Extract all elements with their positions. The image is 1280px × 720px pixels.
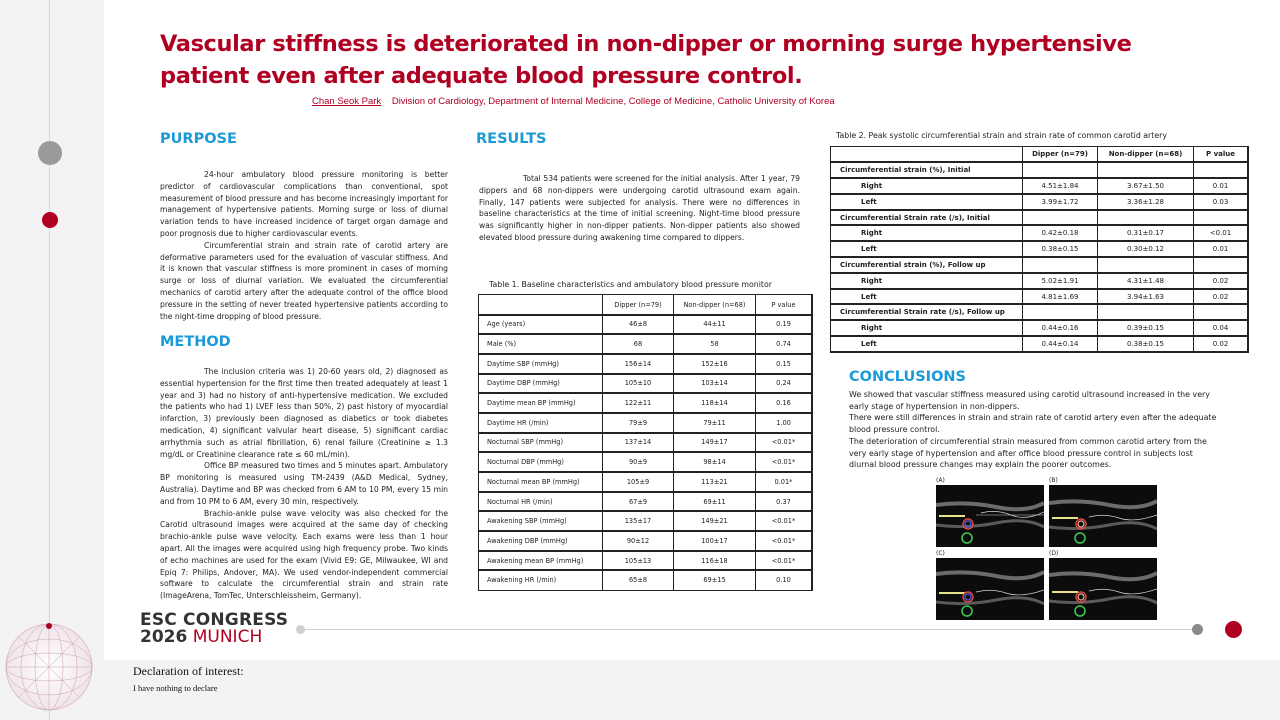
rail-dot-grey [38, 141, 62, 165]
table-group-row [831, 162, 1248, 178]
table-cell: 0.01 [1194, 178, 1248, 194]
table-cell: 122±11 [603, 393, 674, 413]
table-row [831, 178, 1248, 194]
footer-bar-dot-left [296, 625, 305, 634]
table-cell: <0.01* [756, 531, 812, 551]
table-cell: Age (years) [479, 315, 603, 335]
table1-header-row [479, 295, 812, 315]
table-cell [1194, 304, 1248, 320]
table-cell: 0.38±0.15 [1098, 336, 1194, 352]
table-cell: 118±14 [674, 393, 756, 413]
table-row [479, 433, 812, 453]
table-cell: 0.37 [756, 492, 812, 512]
congress-logo-line2 [140, 628, 262, 646]
table-row [479, 354, 812, 374]
table-cell: 149±17 [674, 433, 756, 453]
table-row [479, 511, 812, 531]
table2-caption: Table 2. Peak systolic circumferential strain and strain rate of common carotid artery [836, 131, 1167, 140]
table-row [479, 570, 812, 590]
table-cell: Left [831, 289, 1023, 305]
table-cell: 0.16 [756, 393, 812, 413]
table-row [831, 194, 1248, 210]
rail-line [49, 0, 50, 720]
table-row [479, 393, 812, 413]
ultrasound-image-d [1049, 558, 1157, 620]
table-row [479, 472, 812, 492]
table-cell: Left [831, 194, 1023, 210]
table-cell: 3.67±1.50 [1098, 178, 1194, 194]
table-group-row [831, 257, 1248, 273]
method-text [160, 366, 448, 602]
table-cell: Daytime mean BP (mmHg) [479, 393, 603, 413]
table-cell: 3.99±1.72 [1023, 194, 1098, 210]
footer-bar-dot-grey [1192, 624, 1203, 635]
table-group-row [831, 304, 1248, 320]
table-cell: 105±13 [603, 551, 674, 571]
table-cell [1194, 210, 1248, 226]
table-cell: 0.44±0.14 [1023, 336, 1098, 352]
table-cell: 1.00 [756, 413, 812, 433]
table-cell: 0.04 [1194, 320, 1248, 336]
poster [104, 0, 1280, 660]
table-cell: 79±9 [603, 413, 674, 433]
table-cell: 0.74 [756, 334, 812, 354]
table-cell: 0.44±0.16 [1023, 320, 1098, 336]
table2 [830, 146, 1248, 352]
table-cell: 105±9 [603, 472, 674, 492]
table-row [479, 374, 812, 394]
table-group-label: Circumferential strain (%), Initial [831, 162, 1023, 178]
globe-icon [4, 622, 94, 712]
table-cell: 0.42±0.18 [1023, 225, 1098, 241]
conclusion-line-3: The deterioration of circumferential strain measured from common carotid artery from the very early stage of hypertension and after office blood pressure control in subjects lost diurnal blood pressure changes may explain the poorer outcomes. [849, 436, 1207, 470]
table1 [478, 294, 812, 591]
declaration [133, 664, 244, 693]
congress-city: MUNICH [192, 627, 263, 647]
table-cell [1098, 304, 1194, 320]
table-row [831, 289, 1248, 305]
table-row [831, 336, 1248, 352]
purpose-heading: PURPOSE [160, 131, 237, 147]
table-cell: Awakening DBP (mmHg) [479, 531, 603, 551]
table-cell: 152±16 [674, 354, 756, 374]
table-cell: 69±15 [674, 570, 756, 590]
table-cell: 0.39±0.15 [1098, 320, 1194, 336]
table-cell [479, 295, 603, 315]
table-cell: Non-dipper (n=68) [1098, 147, 1194, 163]
footer-bar-line [300, 629, 1200, 630]
table-group-label: Circumferential strain (%), Follow up [831, 257, 1023, 273]
table-cell: Daytime SBP (mmHg) [479, 354, 603, 374]
table-cell: Right [831, 225, 1023, 241]
conclusion-line-2: There were still differences in strain and strain rate of carotid artery even after the adequate blood pressure control. [849, 413, 1217, 435]
table-cell: Dipper (n=79) [1023, 147, 1098, 163]
table-cell: Awakening HR (/min) [479, 570, 603, 590]
table-cell: Right [831, 273, 1023, 289]
panel-label-a: (A) [936, 477, 945, 484]
table-cell: 135±17 [603, 511, 674, 531]
table-cell: 0.15 [756, 354, 812, 374]
conclusions-text [849, 389, 1219, 471]
table-cell: 79±11 [674, 413, 756, 433]
table-cell: 0.10 [756, 570, 812, 590]
table-cell: Right [831, 178, 1023, 194]
table-cell: 113±21 [674, 472, 756, 492]
purpose-paragraph-1: 24-hour ambulatory blood pressure monitoring is better predictor of cardiovascular complications than conventional, spot measurement of blood pressure and has become increasingly important for management of hypertensive patients. Morning surge or loss of diurnal variation tends to have increased incidence of target organ damage and poor prognosis due to higher cardiovascular events. [160, 170, 448, 238]
table-cell: Right [831, 320, 1023, 336]
table-cell: Nocturnal SBP (mmHg) [479, 433, 603, 453]
table-cell: 58 [674, 334, 756, 354]
table-cell: Male (%) [479, 334, 603, 354]
author-name[interactable]: Chan Seok Park [312, 96, 382, 107]
ultrasound-image-c [936, 558, 1044, 620]
table-cell: <0.01* [756, 511, 812, 531]
table-row [479, 334, 812, 354]
table-cell: Nocturnal HR (/min) [479, 492, 603, 512]
table-cell: Left [831, 241, 1023, 257]
table-row [831, 273, 1248, 289]
purpose-text [160, 169, 448, 322]
table-cell [831, 147, 1023, 163]
table-cell: <0.01* [756, 433, 812, 453]
table-cell [1023, 162, 1098, 178]
declaration-title: Declaration of interest: [133, 664, 244, 678]
table-cell [1098, 210, 1194, 226]
table-cell: 0.02 [1194, 273, 1248, 289]
table-row [479, 452, 812, 472]
table-cell: Daytime HR (/min) [479, 413, 603, 433]
panel-label-b: (B) [1049, 477, 1058, 484]
table-cell: 116±18 [674, 551, 756, 571]
table-cell [1023, 257, 1098, 273]
table-row [479, 531, 812, 551]
conclusions-heading: CONCLUSIONS [849, 369, 966, 385]
table-row [479, 551, 812, 571]
results-paragraph-1: Total 534 patients were screened for the initial analysis. After 1 year, 79 dippers and 68 non-dippers were undergoing carotid ultrasound exam again. Finally, 147 patients were subjected for analysis. There were no differences in baseline characteristics at the time of initial screening. Night-time blood pressure was significantly higher in non-dipper patients. Non-dipper patients also showed elevated blood pressure during awakening time compared to dippers. [479, 174, 800, 242]
table-cell: Daytime DBP (mmHg) [479, 374, 603, 394]
congress-year: 2026 [140, 627, 188, 647]
table-cell: P value [756, 295, 812, 315]
conclusion-line-1: We showed that vascular stiffness measured using carotid ultrasound increased in the very early stage of hypertension in non-dippers. [849, 390, 1210, 411]
table-cell: Left [831, 336, 1023, 352]
table-row [831, 225, 1248, 241]
table-cell: 0.01* [756, 472, 812, 492]
declaration-text: I have nothing to declare [133, 683, 218, 693]
method-heading: METHOD [160, 334, 231, 350]
table-cell: 137±14 [603, 433, 674, 453]
table-row [831, 241, 1248, 257]
author-affiliation: Division of Cardiology, Department of Internal Medicine, College of Medicine, Catholic University of Korea [391, 96, 835, 107]
poster-title: Vascular stiffness is deteriorated in non-dipper or morning surge hypertensive patient even after adequate blood pressure control. [160, 31, 1132, 89]
table-cell: 98±14 [674, 452, 756, 472]
table-cell: 4.51±1.84 [1023, 178, 1098, 194]
table-cell: 149±21 [674, 511, 756, 531]
left-rail [0, 0, 104, 720]
table-cell: Awakening mean BP (mmHg) [479, 551, 603, 571]
table-row [831, 320, 1248, 336]
method-paragraph-1: The inclusion criteria was 1) 20-60 years old, 2) diagnosed as essential hypertension for the first time then treated adequately at least 1 year and 3) had no history of anti-hypertensive medication. We excluded the patients who had 1) LVEF less than 50%, 2) past history of myocardial infarction, 3) previously been diagnosed as diabetics or took diabetes medication, 4) significant valvular heart disease, 5) significant cardiac arrhythmia such as atrial fibrillation, 6) renal failure (Creatinine ≥ 1.3 mg/dL or Creatinine clearance rate ≤ 60 mL/min). [160, 367, 448, 459]
table-row [479, 315, 812, 335]
table-cell: 90±9 [603, 452, 674, 472]
table-cell: 90±12 [603, 531, 674, 551]
table-cell: Nocturnal DBP (mmHg) [479, 452, 603, 472]
table-cell: 4.31±1.48 [1098, 273, 1194, 289]
table-cell [1194, 257, 1248, 273]
results-text [479, 173, 800, 244]
table-cell: 0.19 [756, 315, 812, 335]
table-cell: <0.01* [756, 551, 812, 571]
table-cell: 100±17 [674, 531, 756, 551]
author-line [312, 96, 835, 107]
table-group-row [831, 210, 1248, 226]
results-heading: RESULTS [476, 131, 547, 147]
table-cell: 69±11 [674, 492, 756, 512]
panel-label-d: (D) [1049, 550, 1059, 557]
table-cell: Dipper (n=79) [603, 295, 674, 315]
table-cell: Awakening SBP (mmHg) [479, 511, 603, 531]
table-cell: 4.81±1.69 [1023, 289, 1098, 305]
table2-header-row [831, 147, 1248, 163]
panel-label-c: (C) [936, 550, 945, 557]
table-cell: 103±14 [674, 374, 756, 394]
table-cell: 0.31±0.17 [1098, 225, 1194, 241]
table-cell: 65±8 [603, 570, 674, 590]
table-cell: 0.38±0.15 [1023, 241, 1098, 257]
table-cell: Nocturnal mean BP (mmHg) [479, 472, 603, 492]
congress-logo-line1: ESC CONGRESS [140, 610, 289, 630]
table-group-label: Circumferential Strain rate (/s), Follow up [831, 304, 1023, 320]
table-cell: <0.01* [756, 452, 812, 472]
footer-bar-dot-red [1225, 621, 1242, 638]
table-cell: 0.01 [1194, 241, 1248, 257]
table-cell: P value [1194, 147, 1248, 163]
ultrasound-image-b [1049, 485, 1157, 547]
table-cell: 46±8 [603, 315, 674, 335]
table-cell: 5.02±1.91 [1023, 273, 1098, 289]
ultrasound-image-a [936, 485, 1044, 547]
method-paragraph-3: Brachio-ankle pulse wave velocity was also checked for the Carotid ultrasound images were acquired at the same day of checking brachio-ankle pulse wave velocity. Each exams were less than 1 hour apart. All the images were acquired using high frequency probe. Two kinds of echo machines are used for the exam (Vivid E9: GE, Milwaukee, WI and Epiq 7: Philips, Andover, MA). We used vendor-independent commercial software to calculate the circumferential strain and strain rate (ImageArena, TomTec, Unterschleissheim, Germany). [160, 508, 448, 601]
table-cell: 105±10 [603, 374, 674, 394]
table-cell: 0.03 [1194, 194, 1248, 210]
table-row [479, 492, 812, 512]
table-cell: 0.02 [1194, 289, 1248, 305]
table-cell: 0.30±0.12 [1098, 241, 1194, 257]
table-cell: 3.36±1.28 [1098, 194, 1194, 210]
table-cell: 156±14 [603, 354, 674, 374]
table-cell: 0.02 [1194, 336, 1248, 352]
table-cell: <0.01 [1194, 225, 1248, 241]
table-cell [1098, 162, 1194, 178]
table1-caption: Table 1. Baseline characteristics and ambulatory blood pressure monitor [489, 280, 772, 289]
table-cell: 3.94±1.63 [1098, 289, 1194, 305]
purpose-paragraph-2: Circumferential strain and strain rate of carotid artery are deformative parameters used for the evaluation of vascular stiffness. And it is known that vascular stiffness is more prominent in cases of morning surge or loss of diurnal variation. We evaluated the circumferential mechanics of carotid artery after the adequate control of the office blood pressure in the setting of never treated hypertensive patients according to the night-time dropping of blood pressure. [160, 240, 448, 321]
method-paragraph-2: Office BP measured two times and 5 minutes apart. Ambulatory BP monitoring is measured using TM-2439 (A&D Medical, Sydney, Australia). Daytime and BP was checked from 6 AM to 10 PM, every 15 min and from 10 PM to 6 AM, every 30 min, respectively. [160, 461, 448, 506]
table-row [479, 413, 812, 433]
table-cell [1023, 304, 1098, 320]
table-cell: 68 [603, 334, 674, 354]
table-cell: 67±9 [603, 492, 674, 512]
table-cell [1098, 257, 1194, 273]
table-cell: Non-dipper (n=68) [674, 295, 756, 315]
table-cell [1023, 210, 1098, 226]
table-group-label: Circumferential Strain rate (/s), Initial [831, 210, 1023, 226]
table-cell [1194, 162, 1248, 178]
rail-dot-red [42, 212, 58, 228]
table-cell: 0.24 [756, 374, 812, 394]
table-cell: 44±11 [674, 315, 756, 335]
